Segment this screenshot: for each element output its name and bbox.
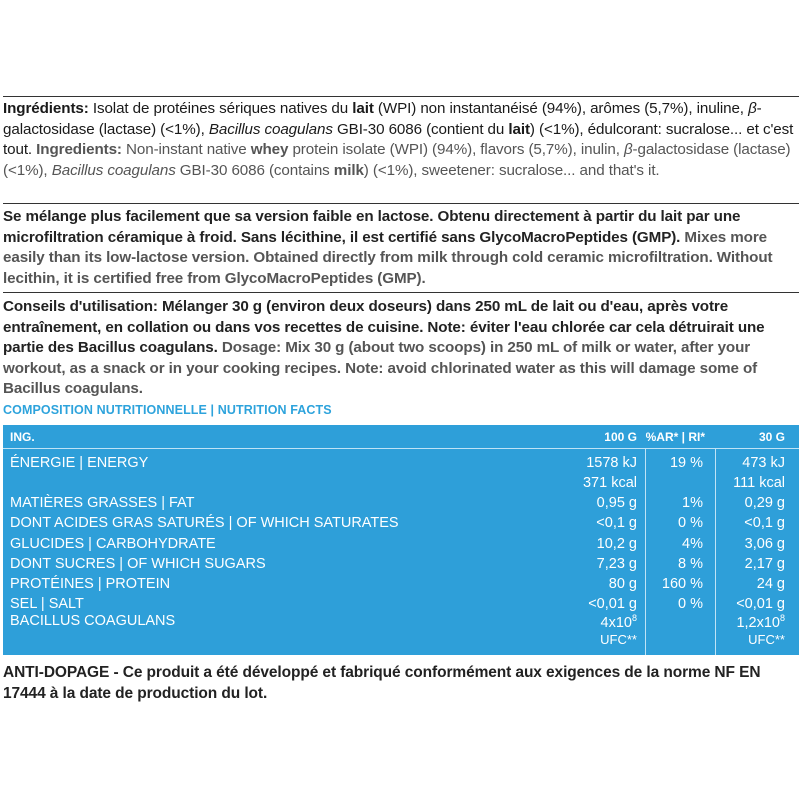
row-value-100g: 7,23 g [596,556,637,572]
row-value-ar: 1% [682,495,703,511]
row-name: MATIÈRES GRASSES | FAT [10,495,195,511]
ingredients-en-text: GBI-30 6086 (contains [175,161,334,179]
row-value-100g: 80 g [608,576,637,592]
divider [3,292,799,293]
ingredients-fr-text: -galactosidase (lactase) (<1%), [3,100,762,138]
header-100g: 100 G [604,430,637,444]
bacillus-name: Bacillus coagulans [208,120,333,138]
antidoping-section [3,662,799,704]
bacillus-100g-exponent: 8 [631,613,637,623]
table-row [3,575,799,595]
row-value-ar: 0 % [678,515,703,531]
header-ar: %AR* | RI* [645,430,705,444]
usage-fr: Conseils d'utilisation: Mélanger 30 g (environ deux doseurs) dans 250 mL de lait ou d'eau, après votre entraînement, en collation ou dans vos recettes de cuisine. Note: éviter l'eau chlorée car cela détruirait une partie des Bacillus coagulans. [3,298,765,356]
row-value-100g: <0,1 g [596,515,637,531]
row-value-30g: <0,01 g [736,596,785,612]
ingredients-fr-text: ) (<1%), édulcorant: sucralose... et c'est tout. [3,120,794,158]
table-row [3,454,799,474]
table-row-bacillus [3,612,799,652]
usage-section [3,297,799,400]
ingredients-en-text: Non-instant native [121,141,251,158]
allergen-lait: lait [508,120,530,138]
row-value-ar: 19 % [669,455,703,471]
row-value-30g: 0,29 g [744,495,785,511]
ingredients-text [3,99,799,181]
ingredients-fr-text: (WPI) non instantanéisé (94%), arômes (5,7%), inuline, [373,100,749,117]
ingredients-fr-text: Isolat de protéines sériques natives du [88,100,353,117]
row-name: SEL | SALT [10,596,84,612]
usage-en: Dosage: Mix 30 g (about two scoops) in 250 mL of milk or water, after your workout, as a snack or in your cooking recipes. Note: avoid chlorinated water as this will damage some of Bacillus coagulans. [3,339,758,397]
header-ing: ING. [10,430,35,444]
description-en: Mixes more easily than its low-lactose version. Obtained directly from milk through cold ceramic microfiltration. Without lecithin, it is certified free from GlycoMacroPeptides (GMP). [3,228,773,287]
row-value-ar: 8 % [678,556,703,572]
row-value-100g: <0,01 g [588,596,637,612]
table-header [3,425,799,449]
row-value-30g [736,613,785,631]
row-name: ÉNERGIE | ENERGY [10,455,149,471]
row-name: BACILLUS COAGULANS [10,613,176,629]
antidoping-statement: ANTI-DOPAGE - Ce produit a été développé et fabriqué conformément aux exigences de la norme NF EN 17444 à la date de production du lot. [3,664,761,702]
table-row [3,514,799,534]
row-value-100g: 10,2 g [596,536,637,552]
bacillus-100g-base: 4x10 [600,614,632,631]
row-value-30g: 473 kJ [742,455,785,471]
bacillus-unit-30g: UFC** [748,632,785,647]
row-value-30g: 2,17 g [744,556,785,572]
header-30g: 30 G [758,430,785,444]
description-text [3,207,799,289]
allergen-milk: milk [333,161,364,179]
composition-title: COMPOSITION NUTRITIONNELLE | NUTRITION FACTS [3,403,332,417]
beta-symbol: β [748,100,757,117]
row-value-100g: 0,95 g [596,495,637,511]
allergen-whey: whey [250,141,289,158]
ingredients-fr-label: Ingrédients: [3,100,89,117]
bacillus-30g-exponent: 8 [779,613,785,623]
ingredients-section [3,99,799,181]
nutrition-table [3,425,799,655]
row-value-100g: 1578 kJ [586,455,637,471]
row-value-30g: 3,06 g [744,536,785,552]
description-fr: Se mélange plus facilement que sa version faible en lactose. Obtenu directement à partir du lait par une microfiltration céramique à froid. Sans lécithine, il est certifié sans GlycoMacroPeptides (GMP). [3,208,741,246]
divider [3,203,799,204]
description-section [3,207,799,289]
row-value-30g: 111 kcal [733,475,785,491]
table-row [3,555,799,575]
row-value-ar: 0 % [678,596,703,612]
ingredients-en-label: Ingredients: [36,141,122,158]
ingredients-en-text: ) (<1%), sweetener: sucralose... and that's it. [363,161,660,179]
bacillus-name: Bacillus coagulans [51,161,176,179]
ingredients-fr-text: GBI-30 6086 (contient du [332,120,509,138]
row-value-30g: <0,1 g [744,515,785,531]
bacillus-unit-100g: UFC** [600,632,637,647]
bacillus-30g-base: 1,2x10 [736,614,780,631]
row-value-30g: 24 g [756,576,785,592]
antidoping-text [3,662,799,704]
table-row [3,535,799,555]
table-row [3,494,799,514]
row-value-ar: 4% [682,536,703,552]
beta-symbol: β [623,141,633,158]
allergen-lait: lait [352,100,374,117]
top-divider [3,96,799,97]
row-name: DONT SUCRES | OF WHICH SUGARS [10,556,266,572]
table-row [3,474,799,494]
ingredients-en-text: protein isolate (WPI) (94%), flavors (5,7%), inulin, [288,141,624,158]
row-value-100g [601,613,637,631]
usage-text [3,297,799,400]
row-name: PROTÉINES | PROTEIN [10,576,171,592]
ingredients-en-text: -galactosidase (lactase) (<1%), [3,141,791,179]
row-name: DONT ACIDES GRAS SATURÉS | OF WHICH SATURATES [10,515,399,531]
row-name: GLUCIDES | CARBOHYDRATE [10,536,216,552]
row-value-100g: 371 kcal [582,475,637,491]
row-value-ar: 160 % [661,576,703,592]
